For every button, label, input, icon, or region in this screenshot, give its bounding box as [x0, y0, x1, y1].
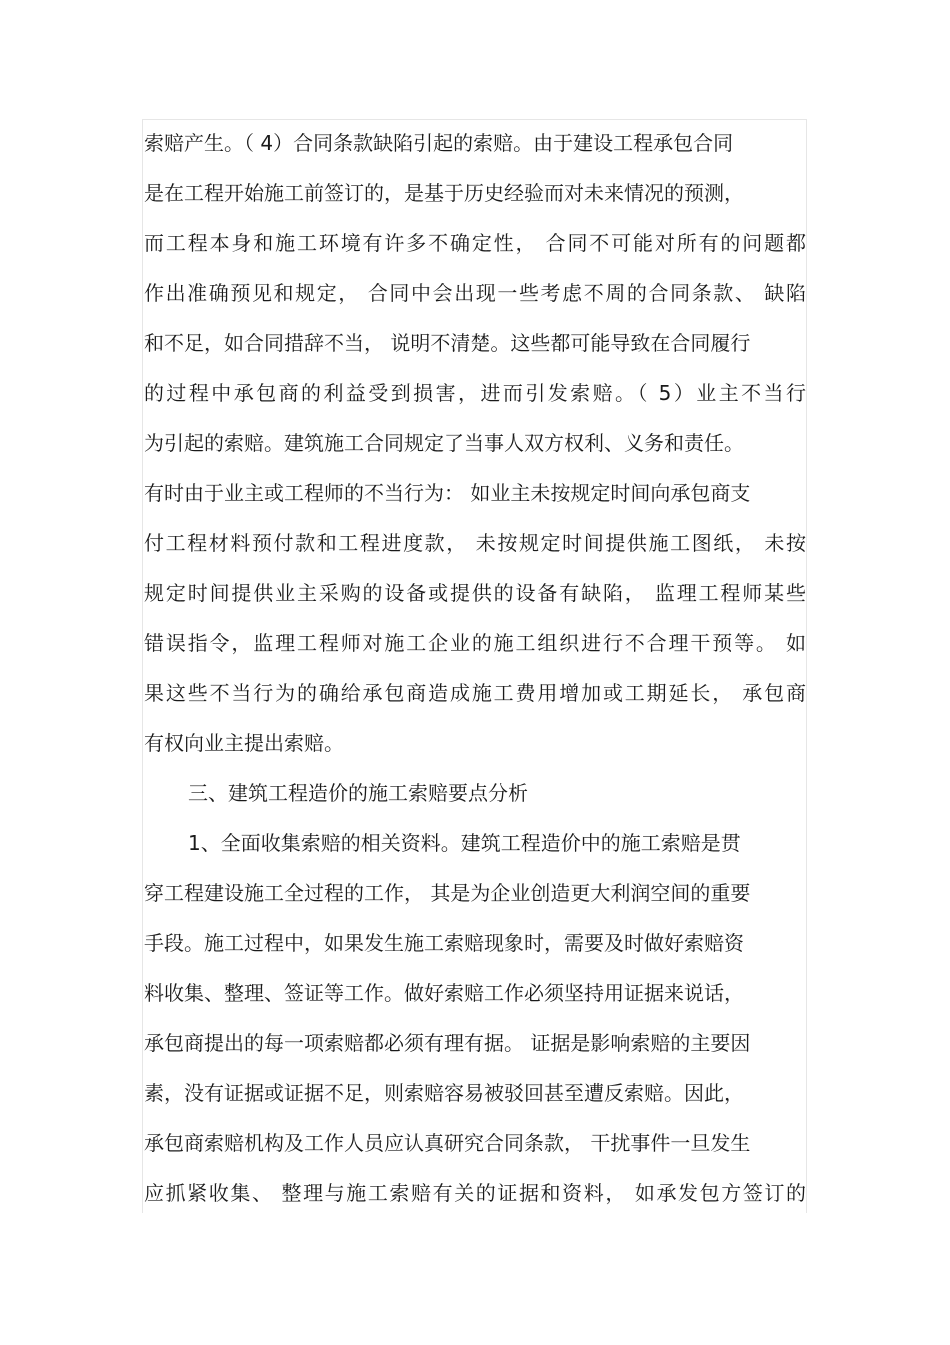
- text-line-3: 而工程本身和施工环境有许多不确定性， 合同不可能对所有的问题都: [144, 231, 806, 255]
- text-line-16: 穿工程建设施工全过程的工作， 其是为企业创造更大利润空间的重要: [144, 881, 751, 905]
- text-line-4: 作出准确预见和规定， 合同中会出现一些考虑不周的合同条款、 缺陷: [144, 281, 806, 305]
- text-line-17: 手段。施工过程中，如果发生施工索赔现象时，需要及时做好索赔资: [144, 931, 744, 955]
- document-body: [144, 118, 806, 1218]
- text-line-19: 承包商提出的每一项索赔都必须有理有据。 证据是影响索赔的主要因: [144, 1031, 751, 1055]
- text-line-8: 有时由于业主或工程师的不当行为： 如业主未按规定时间向承包商支: [144, 481, 751, 505]
- section-heading: 三、建筑工程造价的施工索赔要点分析: [188, 781, 528, 805]
- text-line-12: 果这些不当行为的确给承包商造成施工费用增加或工期延长， 承包商: [144, 681, 806, 705]
- text-line-7: 为引起的索赔。建筑施工合同规定了当事人双方权利、义务和责任。: [144, 431, 744, 455]
- text-line-2: 是在工程开始施工前签订的，是基于历史经验而对未来情况的预测，: [144, 181, 744, 205]
- text-line-9: 付工程材料预付款和工程进度款， 未按规定时间提供施工图纸， 未按: [144, 531, 806, 555]
- text-line-11: 错误指令，监理工程师对施工企业的施工组织进行不合理干预等。 如: [144, 631, 806, 655]
- text-line-18: 料收集、整理、签证等工作。做好索赔工作必须坚持用证据来说话，: [144, 981, 744, 1005]
- text-line-6: 的过程中承包商的利益受到损害，进而引发索赔。（ 5）业主不当行: [144, 381, 806, 405]
- text-line-13: 有权向业主提出索赔。: [144, 731, 344, 755]
- text-line-1: 索赔产生。（ 4）合同条款缺陷引起的索赔。由于建设工程承包合同: [144, 131, 734, 155]
- text-line-10: 规定时间提供业主采购的设备或提供的设备有缺陷， 监理工程师某些: [144, 581, 806, 605]
- text-line-15: 1、全面收集索赔的相关资料。建筑工程造价中的施工索赔是贯: [188, 831, 741, 855]
- text-line-20: 素，没有证据或证据不足，则索赔容易被驳回甚至遭反索赔。因此，: [144, 1081, 744, 1105]
- text-line-22: 应抓紧收集、 整理与施工索赔有关的证据和资料， 如承发包方签订的: [144, 1181, 806, 1205]
- text-line-5: 和不足，如合同措辞不当， 说明不清楚。这些都可能导致在合同履行: [144, 331, 751, 355]
- text-line-21: 承包商索赔机构及工作人员应认真研究合同条款， 干扰事件一旦发生: [144, 1131, 751, 1155]
